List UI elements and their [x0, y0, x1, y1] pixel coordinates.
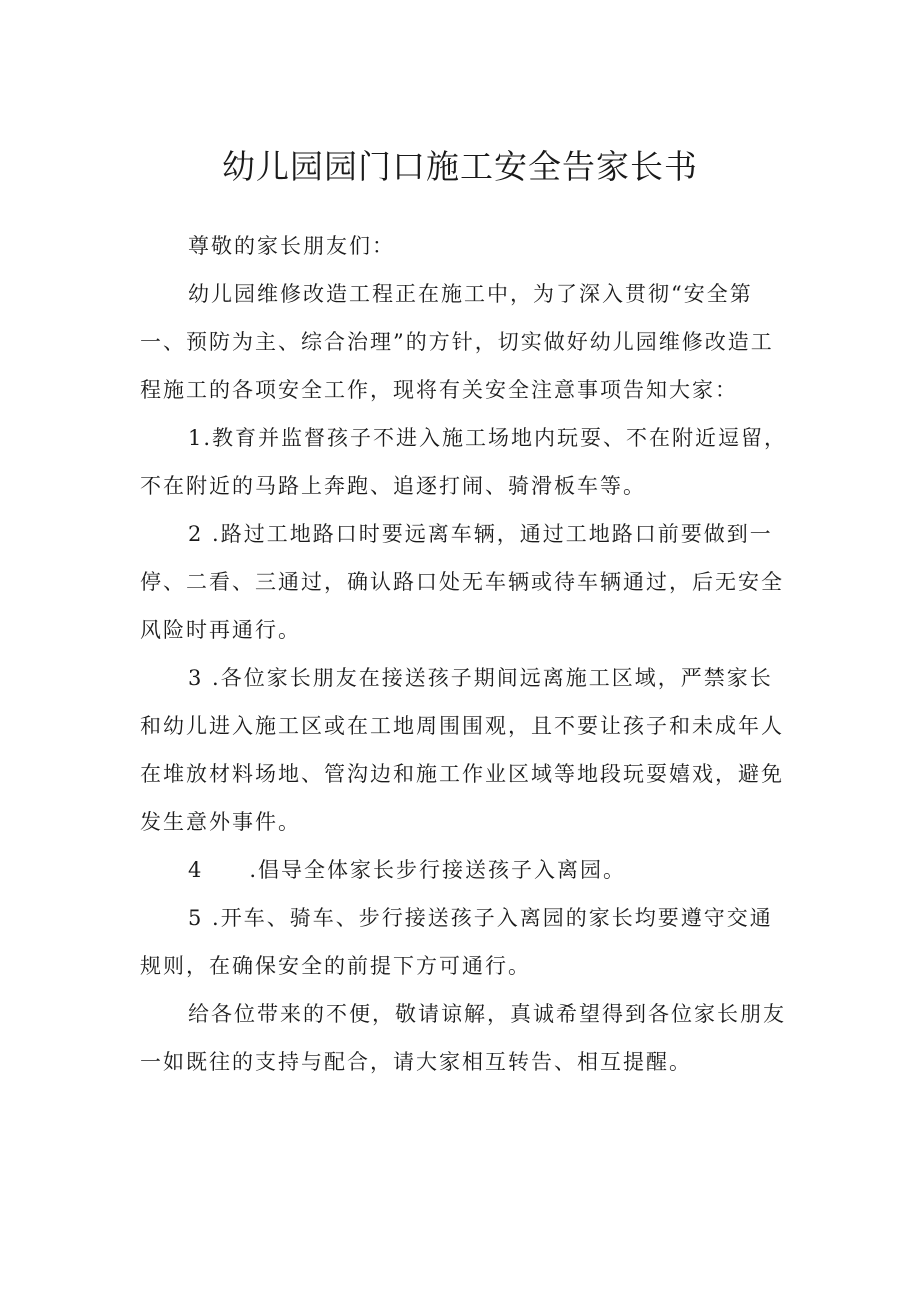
paragraph-closing: 给各位带来的不便，敬请谅解，真诚希望得到各位家长朋友一如既往的支持与配合，请大家相互转告、相互提醒。: [140, 1002, 786, 1074]
paragraph-item-5: 5 .开车、骑车、步行接送孩子入离园的家长均要遵守交通规则，在确保安全的前提下方可通行。: [140, 906, 773, 978]
paragraph-item-3: 3 .各位家长朋友在接送孩子期间远离施工区域，严禁家长和幼儿进入施工区或在工地周围围观，且不要让孩子和未成年人在堆放材料场地、管沟边和施工作业区域等地段玩耍嬉戏，避免发生意外事件。: [140, 666, 784, 834]
paragraph-intro: 幼儿园维修改造工程正在施工中，为了深入贯彻“安全第一、预防为主、综合治理”的方针，切实做好幼儿园维修改造工程施工的各项安全工作，现将有关安全注意事项告知大家：: [140, 282, 774, 402]
salutation: 尊敬的家长朋友们：: [188, 234, 395, 258]
paragraph-item-2: 2 .路过工地路口时要远离车辆，通过工地路口前要做到一停、二看、三通过，确认路口处无车辆或待车辆通过，后无安全风险时再通行。: [140, 522, 784, 642]
paragraph-item-4: 4 .倡导全体家长步行接送孩子入离园。: [188, 858, 627, 882]
document-title: 幼儿园园门口施工安全告家长书: [222, 147, 698, 186]
paragraph-item-1: 1.教育并监督孩子不进入施工场地内玩耍、不在附近逗留，不在附近的马路上奔跑、追逐打闹、骑滑板车等。: [140, 426, 788, 498]
document-body: [140, 222, 790, 1086]
